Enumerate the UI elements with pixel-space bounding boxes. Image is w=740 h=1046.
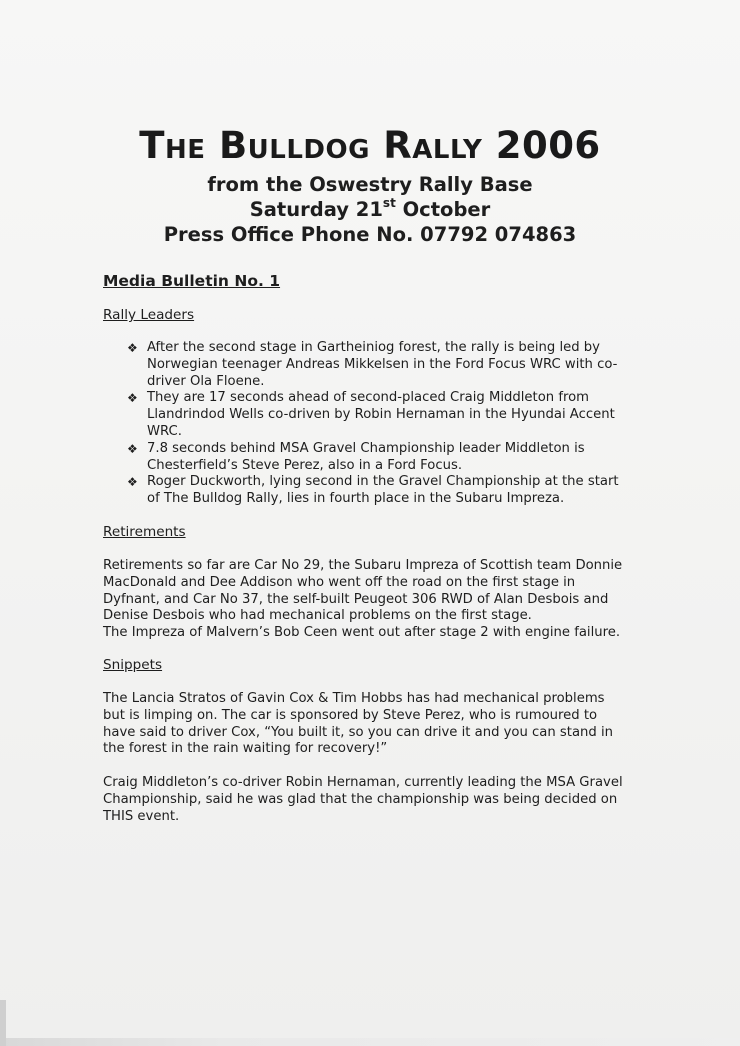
retirements-paragraph-2: The Impreza of Malvern’s Bob Ceen went out after stage 2 with engine failure. bbox=[103, 625, 621, 640]
list-item bbox=[127, 441, 632, 475]
diamond-bullet-icon: ❖ bbox=[127, 341, 138, 355]
date-prefix: Saturday 21 bbox=[249, 198, 383, 221]
list-item bbox=[127, 474, 632, 508]
list-item bbox=[127, 340, 632, 390]
diamond-bullet-icon: ❖ bbox=[127, 391, 138, 406]
section-heading-snippets: Snippets bbox=[103, 657, 163, 673]
section-heading-retirements: Retirements bbox=[103, 524, 186, 540]
document-title: The Bulldog Rally 2006 bbox=[139, 124, 601, 167]
press-phone: Press Office Phone No. 07792 074863 bbox=[163, 223, 577, 246]
scan-corner-shadow bbox=[0, 1000, 6, 1046]
list-item-text: 7.8 seconds behind MSA Gravel Championship leader Middleton is Chesterfield’s Steve Perez, also in a Ford Focus. bbox=[147, 440, 585, 473]
document-subtitle: from the Oswestry Rally Base bbox=[207, 173, 533, 196]
snippets-paragraph-2: Craig Middleton’s co-driver Robin Hernaman, currently leading the MSA Gravel Championship, said he was glad that the championship was being decided on THIS event. bbox=[103, 775, 623, 824]
date-suffix: October bbox=[395, 198, 491, 221]
leaders-list bbox=[127, 340, 632, 508]
list-item-text: They are 17 seconds ahead of second-placed Craig Middleton from Llandrindod Wells co-driven by Robin Hernaman in the Hyundai Accent WRC. bbox=[147, 390, 615, 439]
diamond-bullet-icon: ❖ bbox=[127, 475, 138, 490]
date-ordinal: st bbox=[382, 196, 396, 210]
diamond-bullet-icon: ❖ bbox=[127, 441, 138, 456]
event-date bbox=[0, 197, 740, 223]
bulletin-heading: Media Bulletin No. 1 bbox=[103, 272, 281, 290]
snippets-paragraph-1: The Lancia Stratos of Gavin Cox & Tim Hobbs has had mechanical problems but is limping on. The car is sponsored by Steve Perez, who is rumoured to have said to driver Cox, “You built it, so you can drive it and you can stand in the forest in the rain waiting for recovery!” bbox=[103, 691, 613, 757]
list-item-text: Roger Duckworth, lying second in the Gravel Championship at the start of The Bulldog Rally, lies in fourth place in the Subaru Impreza. bbox=[147, 474, 619, 507]
list-item bbox=[127, 390, 632, 440]
list-item-text: After the second stage in Gartheiniog forest, the rally is being led by Norwegian teenager Andreas Mikkelsen in the Ford Focus WRC with co-driver Ola Floene. bbox=[147, 340, 618, 389]
section-heading-rally-leaders: Rally Leaders bbox=[103, 307, 195, 323]
retirements-paragraph: Retirements so far are Car No 29, the Subaru Impreza of Scottish team Donnie MacDonald and Dee Addison who went off the road on the first stage in Dyfnant, and Car No 37, the self-built Peugeot 306 RWD of Alan Desbois and Denise Desbois who had mechanical problems on the first stage. bbox=[103, 558, 623, 624]
scan-edge-shadow bbox=[0, 1038, 740, 1046]
